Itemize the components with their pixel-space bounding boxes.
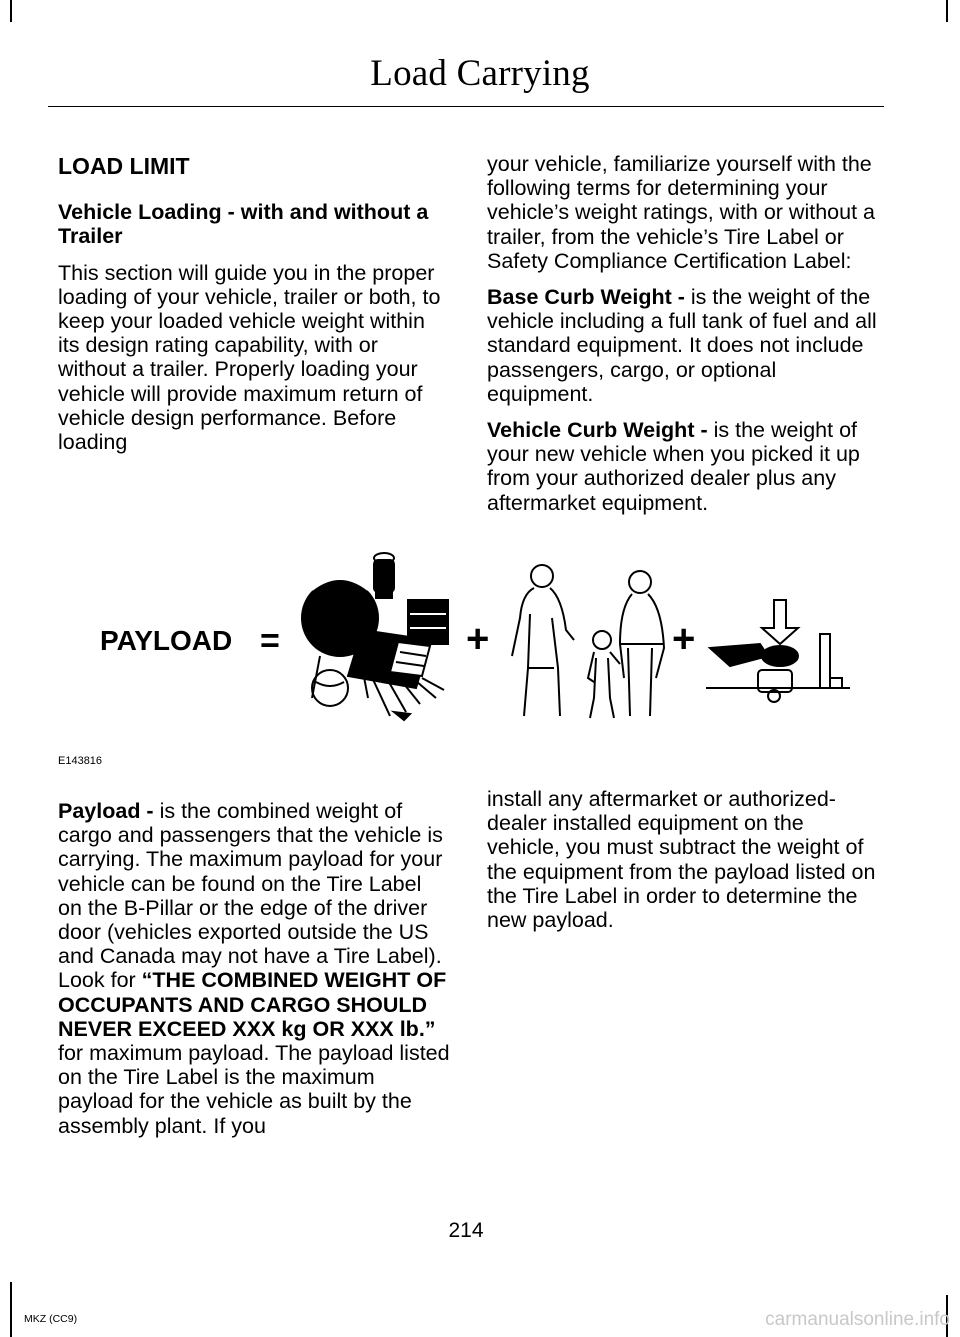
left-column (58, 154, 448, 466)
header-rule (48, 106, 884, 107)
plus-sign-2: + (672, 617, 696, 661)
aftermarket-paragraph: install any aftermarket or authorized-dealer installed equipment on the vehicle, you must subtract the weight of the equipment from the payload listed on the Tire Label in order to determine the new payload. (487, 787, 876, 933)
payload-term: Payload - (58, 799, 160, 823)
plus-sign-1: + (466, 617, 490, 661)
equals-sign: = (260, 622, 280, 660)
payload-label: PAYLOAD (100, 625, 233, 656)
vehicle-curb-weight-definition: is the weight of your new vehicle when you picked it up from your authorized dealer plus any aftermarket equipment. (487, 418, 860, 515)
trailer-hitch-icon (706, 600, 850, 702)
base-curb-weight-paragraph (487, 285, 882, 406)
bottom-right-column (487, 787, 882, 944)
page-number: 214 (448, 1219, 484, 1242)
model-code: MKZ (CC9) (24, 1313, 78, 1325)
payload-illustration (90, 548, 860, 728)
base-curb-weight-term: Base Curb Weight - (487, 285, 691, 310)
payload-quote: “THE COMBINED WEIGHT OF OCCUPANTS AND CARGO SHOULD NEVER EXCEED XXX kg OR XXX lb.” (58, 968, 447, 1041)
base-curb-weight-definition: is the weight of the vehicle including a full tank of fuel and all standard equipment. It does not include passengers, cargo, or optional equipment. (487, 285, 877, 406)
payload-paragraph (58, 799, 450, 1138)
page-title: Load Carrying (370, 53, 590, 94)
terms-intro-paragraph: your vehicle, familiarize yourself with the following terms for determining your vehicle’s weight ratings, with or without a trailer, from the vehicle’s Tire Label or Safety Compliance Certification Label: (487, 152, 875, 273)
section-heading: LOAD LIMIT (58, 153, 190, 179)
payload-text-2: for maximum payload. The payload listed on the Tire Label is the maximum payload for the vehicle as built by the assembly plant. If you (58, 1041, 450, 1138)
passengers-icon (512, 565, 664, 718)
right-column (487, 152, 882, 527)
crop-mark-top-right (946, 0, 948, 22)
crop-mark-bottom-left (10, 1282, 12, 1337)
payload-text-1: is the combined weight of cargo and passengers that the vehicle is carrying. The maximum payload for your vehicle can be found on the Tire Label on the B-Pillar or the edge of the driver door (vehicles exported outside the US and Canada may not have a Tire Label). Look for (58, 799, 443, 993)
vehicle-curb-weight-paragraph (487, 418, 882, 515)
vehicle-curb-weight-term: Vehicle Curb Weight - (487, 418, 714, 443)
watermark: carmanualsonline.info (765, 1309, 950, 1330)
cargo-icon (302, 553, 448, 720)
figure-code: E143816 (58, 755, 103, 767)
crop-mark-top-left (10, 0, 12, 22)
intro-paragraph: This section will guide you in the proper loading of your vehicle, trailer or both, to keep your loaded vehicle weight within its design rating capability, with or without a trailer. Properly loading your vehicle will provide maximum return of vehicle design performance. Before loading (58, 260, 441, 455)
subsection-heading: Vehicle Loading - with and without a Trailer (58, 200, 429, 249)
bottom-left-column (58, 799, 450, 1150)
